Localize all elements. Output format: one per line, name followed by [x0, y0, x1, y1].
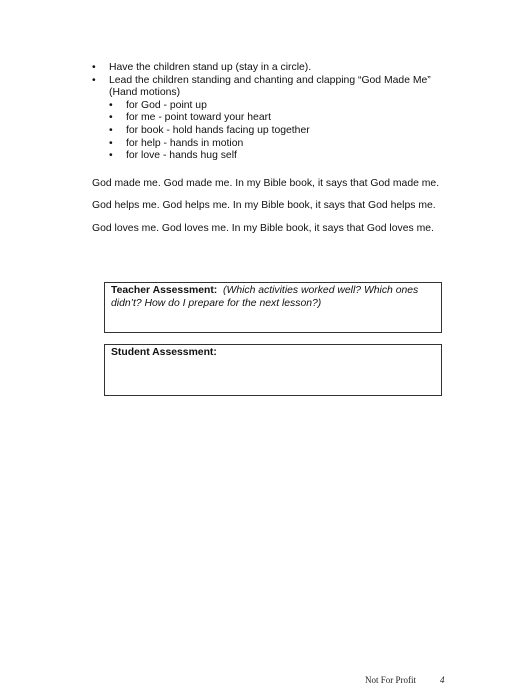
instruction-list [92, 62, 472, 163]
teacher-assessment-note: didn’t? How do I prepare for the next lesson?) [111, 297, 322, 309]
page-footer [365, 674, 445, 687]
student-assessment-box [104, 344, 442, 396]
chant-line: God helps me. God helps me. In my Bible book, it says that God helps me. [92, 200, 436, 211]
instruction-stand-up: Have the children stand up (stay in a circle). [109, 62, 312, 73]
list-item [92, 75, 472, 163]
motion-item: • for help - hands in motion [109, 138, 472, 151]
instruction-chant: Lead the children standing and chanting and clapping “God Made Me” [109, 74, 431, 86]
teacher-assessment-title: Teacher Assessment: [111, 285, 218, 296]
teacher-assessment-box [104, 282, 442, 333]
teacher-assessment-note: (Which activities worked well? Which ones [223, 285, 419, 296]
chant-line: God loves me. God loves me. In my Bible book, it says that God loves me. [92, 223, 434, 234]
motion-item: • for God - point up [109, 100, 472, 113]
chant-line: God made me. God made me. In my Bible book, it says that God made me. [92, 178, 440, 189]
motion-item: • for book - hold hands facing up together [109, 125, 472, 138]
student-assessment-title: Student Assessment: [111, 347, 217, 358]
footer-label: Not For Profit [365, 675, 417, 685]
instruction-hand-motions: (Hand motions) [109, 87, 181, 99]
motion-list [109, 100, 472, 163]
page-number: 4 [440, 675, 445, 685]
motion-item: • for love - hands hug self [109, 150, 472, 163]
motion-item: • for me - point toward your heart [109, 112, 472, 125]
list-item [92, 62, 472, 75]
